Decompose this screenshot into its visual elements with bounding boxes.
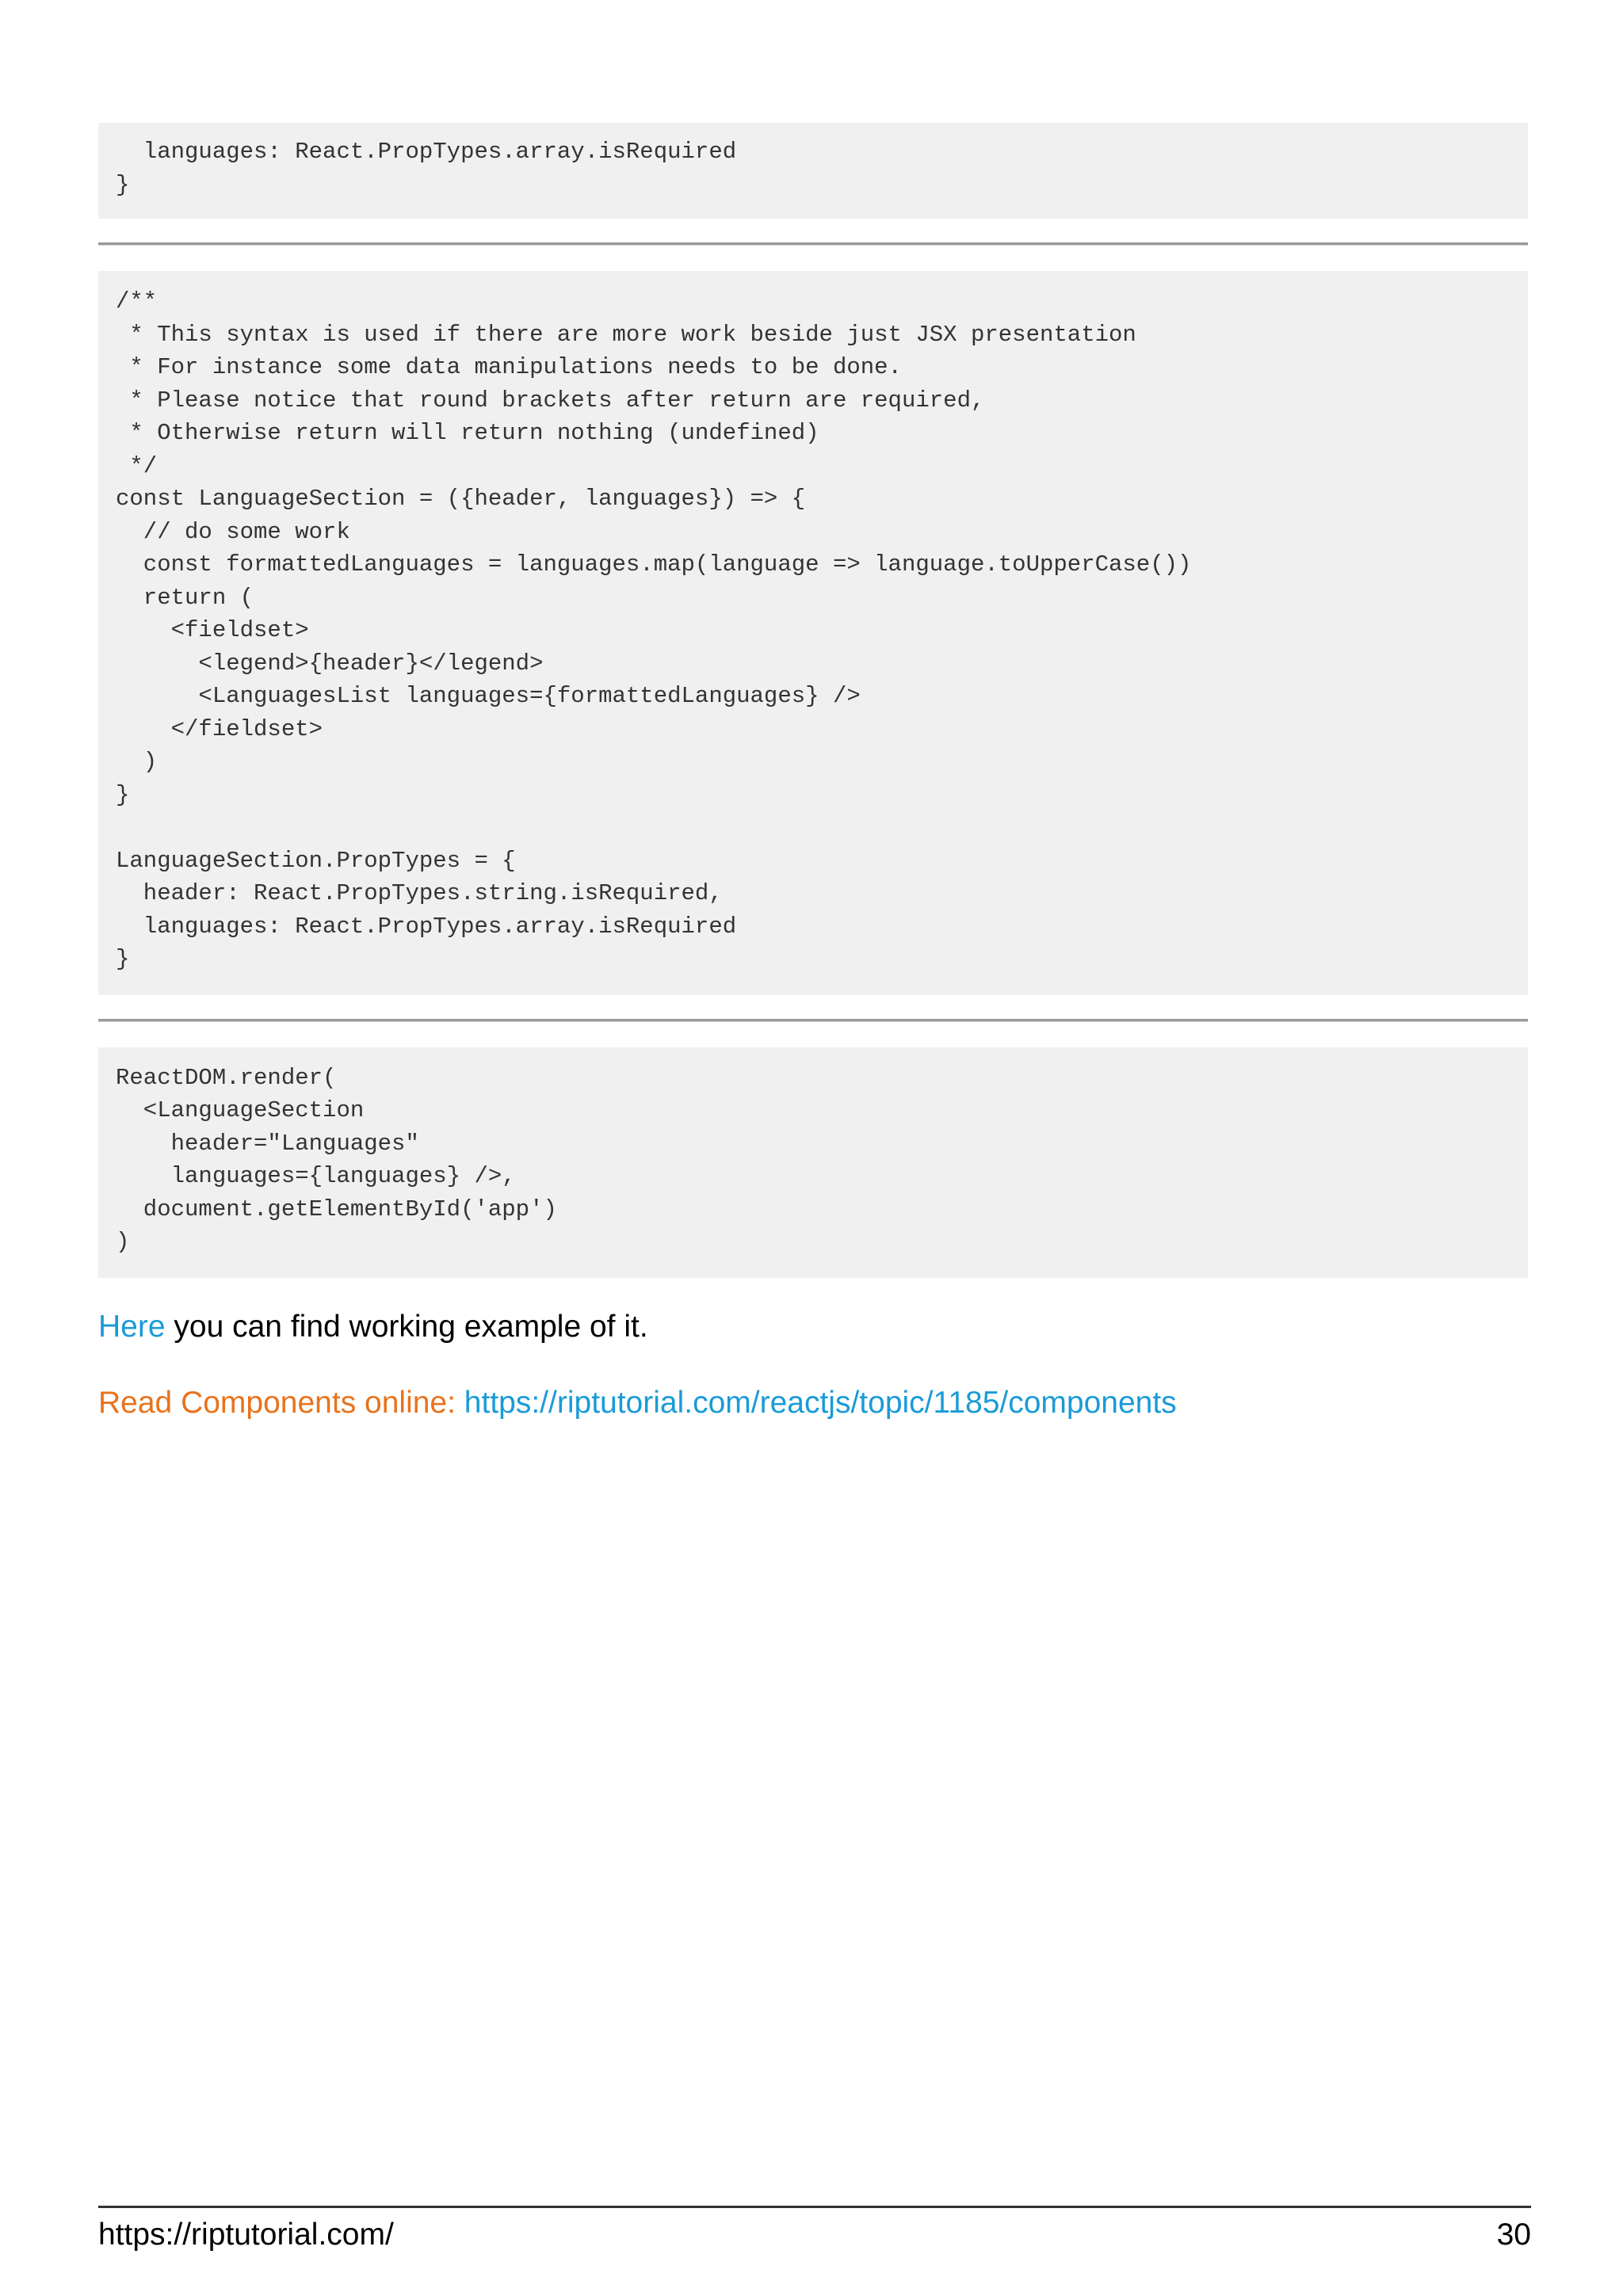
code-text: ReactDOM.render( <LanguageSection header="Languages" languages={languages} />, document.getElementById('app') ) (116, 1064, 557, 1255)
footer-site-url: https://riptutorial.com/ (98, 2218, 394, 2252)
read-online-label: Read Components online: (98, 1385, 464, 1420)
here-link[interactable]: Here (98, 1309, 166, 1344)
divider (98, 242, 1528, 246)
read-online-line (98, 1384, 1528, 1422)
page-number: 30 (1496, 2218, 1531, 2252)
page-footer (98, 2206, 1531, 2254)
code-text: languages: React.PropTypes.array.isRequired } (116, 139, 737, 198)
example-note-text: you can find working example of it. (165, 1309, 648, 1344)
code-block-language-section (98, 271, 1528, 995)
code-block-react-dom-render (98, 1047, 1528, 1278)
page-content (98, 123, 1528, 1422)
code-text: /** * This syntax is used if there are more work beside just JSX presentation * For instance some data manipulations needs to be done. * Please notice that round brackets after return are required, * Otherwise return will return nothing (undefined) */ const LanguageSection = ({header, languages}) => { // do some work const formattedLanguages = languages.map(language => language.toUpperCase()) return ( <fieldset> <legend>{header}</legend> <LanguagesList languages={formattedLanguages} /> </fieldset> ) } LanguageSection.PropTypes = { header: React.PropTypes.string.isRequired, languages: React.PropTypes.array.isRequired } (116, 288, 1192, 972)
topic-url-link[interactable]: https://riptutorial.com/reactjs/topic/1185/components (464, 1385, 1177, 1420)
example-note (98, 1308, 1528, 1346)
code-block-proptypes-end (98, 123, 1528, 219)
divider (98, 1019, 1528, 1022)
